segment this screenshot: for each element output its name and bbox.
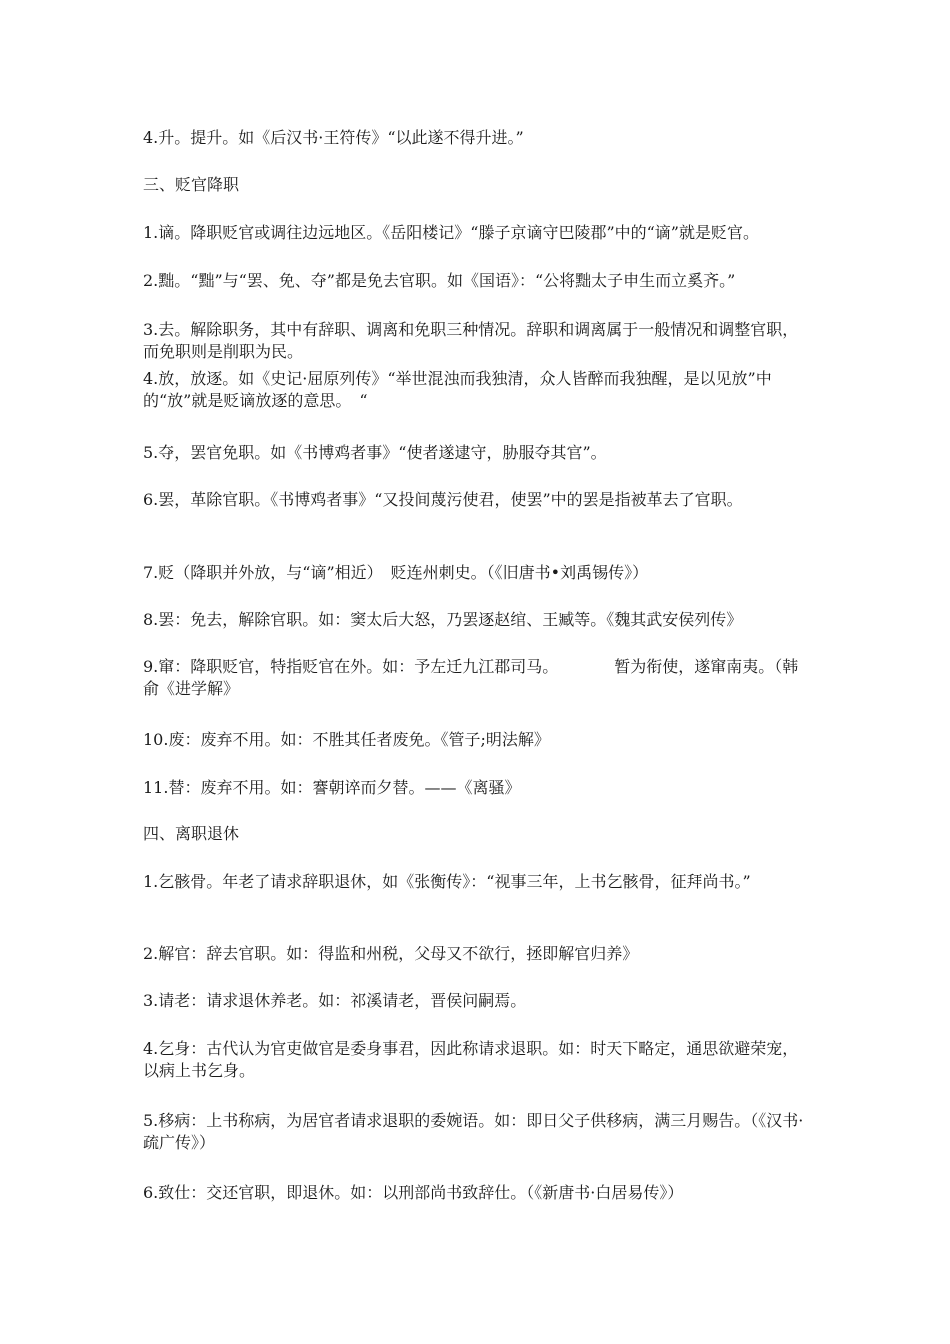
paragraph-demotion-3: 3.去。解除职务，其中有辞职、调离和免职三种情况。辞职和调离属于一般情况和调整官职，而免职则是削职为民。 [143,320,799,361]
paragraph-demotion-10: 10.废：废弃不用。如：不胜其任者废免。《管子;明法解》 [143,730,550,749]
paragraph-demotion-9: 9.窜：降职贬官，特指贬官在外。如：予左迁九江郡司马。 暂为衔使，遂窜南夷。（韩俞《进学解》 [143,657,799,698]
paragraph-retirement-5: 5.移病：上书称病，为居官者请求退职的委婉语。如：即日父子供移病，满三月赐告。（《汉书·疏广传》） [143,1111,804,1152]
paragraph-retirement-6: 6.致仕：交还官职，即退休。如：以刑部尚书致辞仕。（《新唐书·白居易传》） [143,1183,684,1202]
paragraph-demotion-1: 1.谪。降职贬官或调往边远地区。《岳阳楼记》“滕子京谪守巴陵郡”中的“谪”就是贬官。 [143,223,759,242]
paragraph-retirement-3: 3.请老：请求退休养老。如：祁溪请老，晋侯问嗣焉。 [143,991,527,1010]
paragraph-demotion-5: 5.夺，罢官免职。如《书博鸡者事》“使者遂逮守，胁服夺其官”。 [143,443,607,462]
paragraph-demotion-7: 7.贬（降职并外放，与“谪”相近） 贬连州刺史。（《旧唐书•刘禹锡传》） [143,563,649,582]
paragraph-demotion-8: 8.罢：免去，解除官职。如：窦太后大怒，乃罢逐赵绾、王臧等。《魏其武安侯列传》 [143,610,743,629]
paragraph-retirement-1: 1.乞骸骨。年老了请求辞职退休，如《张衡传》：“视事三年，上书乞骸骨，征拜尚书。” [143,872,751,891]
paragraph-demotion-6: 6.罢，革除官职。《书博鸡者事》“又投间蔑污使君，使罢”中的罢是指被革去了官职。 [143,490,743,509]
paragraph-demotion-11: 11.替：废弃不用。如：謇朝谇而夕替。——《离骚》 [143,778,521,797]
paragraph-retirement-2: 2.解官：辞去官职。如：得监和州税，父母又不欲行，拯即解官归养》 [143,944,639,963]
paragraph-demotion-2: 2.黜。“黜”与“罢、免、夺”都是免去官职。如《国语》：“公将黜太子申生而立奚齐。” [143,271,736,290]
paragraph-demotion-4: 4.放，放逐。如《史记·屈原列传》“举世混浊而我独清，众人皆醉而我独醒，是以见放”中的“放”就是贬谪放逐的意思。 “ [143,369,772,410]
paragraph-retirement-4: 4.乞身：古代认为官吏做官是委身事君，因此称请求退职。如：时天下略定，通思欲避荣宠，以病上书乞身。 [143,1039,799,1080]
paragraph-promotion-4: 4.升。提升。如《后汉书·王符传》“以此遂不得升进。” [143,128,524,147]
section-heading-demotion: 三、贬官降职 [143,175,240,194]
section-heading-retirement: 四、离职退休 [143,824,240,843]
